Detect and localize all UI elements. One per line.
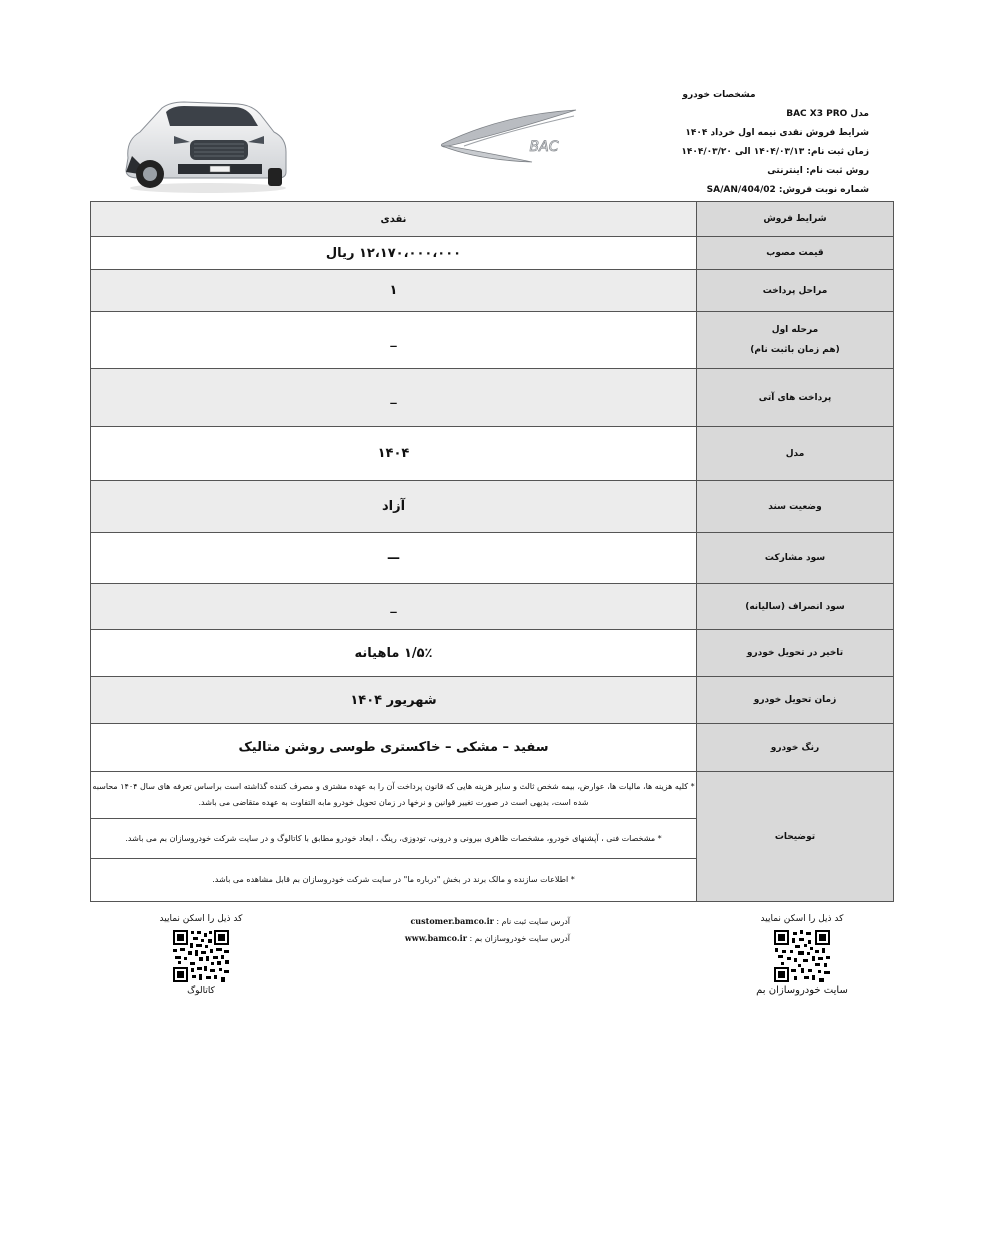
- sale-condition-label: شرایط فروش: [697, 202, 894, 237]
- cancellation-profit-label: سود انصراف (سالیانه): [697, 584, 894, 630]
- qr-code-icon[interactable]: [774, 930, 830, 982]
- registration-site-line: [380, 913, 570, 930]
- table-row: [91, 312, 894, 369]
- qr-site-caption-bottom: سایت خودروسازان بم: [756, 985, 848, 996]
- car-color-label: رنگ خودرو: [697, 724, 894, 772]
- note-1: * کلیه هزینه ها، مالیات ها، عوارض، بیمه شخص ثالث و سایر هزینه هایی که قانون پرداخت آن را به عهده مشتری و مصرف کننده گذاشته است براساس تعرفه های سال ۱۴۰۴ محاسبه شده است، بدیهی است در صورت تغییر قوانین و نرخها در زمان تحویل خودرو مابه التفاوت به عهده متقاضی می باشد.: [91, 772, 697, 819]
- table-row: [91, 369, 894, 427]
- cancellation-profit-value: _: [91, 584, 697, 630]
- table-row: [91, 427, 894, 481]
- model-year-value: ۱۴۰۴: [91, 427, 697, 481]
- header-info: [609, 86, 869, 200]
- bac-logo: [434, 106, 578, 170]
- first-stage-label-line2: (هم زمان باثبت نام): [750, 345, 840, 355]
- notes-label: توضیحات: [697, 772, 894, 902]
- sale-condition-value: نقدی: [91, 202, 697, 237]
- registration-site-link[interactable]: customer.bamco.ir: [410, 916, 494, 926]
- qr-code-icon[interactable]: [173, 930, 229, 982]
- footer-addresses: [380, 913, 570, 947]
- qr-catalog-caption-top: کد ذیل را اسکن نمایید: [159, 914, 243, 924]
- first-stage-label: [697, 312, 894, 369]
- table-row: [91, 202, 894, 237]
- document-status-value: آزاد: [91, 481, 697, 533]
- document-title: مشخصات خودرو: [682, 90, 756, 100]
- participation-profit-label: سود مشارکت: [697, 533, 894, 584]
- approved-price-value: ۱۲،۱۷۰،۰۰۰،۰۰۰ ریال: [91, 237, 697, 270]
- table-row: [91, 481, 894, 533]
- qr-site-caption-top: کد ذیل را اسکن نمایید: [760, 914, 844, 924]
- note-3: * اطلاعات سازنده و مالک برند در بخش "درباره ما" در سایت شرکت خودروسازان بم قابل مشاهده می باشد.: [91, 859, 697, 902]
- future-payments-value: _: [91, 369, 697, 427]
- future-payments-label: پرداخت های آتی: [697, 369, 894, 427]
- note-2: * مشخصات فنی ، آپشنهای خودرو، مشخصات ظاهری بیرونی و درونی، تودوزی، رینگ ، ابعاد خودرو مطابق با کاتالوگ و در سایت شرکت خودروسازان بم می باشد.: [91, 819, 697, 859]
- qr-catalog-caption-bottom: کاتالوگ: [187, 986, 215, 996]
- company-site-link[interactable]: www.bamco.ir: [404, 933, 467, 943]
- company-site-label: آدرس سایت خودروسازان بم :: [469, 934, 570, 943]
- delivery-delay-value: ۱/۵٪ ماهیانه: [91, 630, 697, 677]
- registration-site-label: آدرس سایت ثبت نام :: [496, 917, 570, 926]
- table-row: [91, 270, 894, 312]
- qr-site-block: [742, 912, 862, 998]
- table-row: [91, 677, 894, 724]
- payment-stages-value: ۱: [91, 270, 697, 312]
- model-line: مدل BAC X3 PRO: [786, 109, 869, 119]
- conditions-line: شرایط فروش نقدی نیمه اول خرداد ۱۴۰۴: [685, 128, 869, 138]
- document-status-label: وضعیت سند: [697, 481, 894, 533]
- registration-method-line: روش ثبت نام: اینترنتی: [767, 166, 869, 176]
- bac-logo-text: BAC: [529, 139, 559, 155]
- table-row: [91, 724, 894, 772]
- car-color-value: سفید – مشکی – خاکستری طوسی روشن متالیک: [91, 724, 697, 772]
- table-row: [91, 630, 894, 677]
- delivery-time-value: شهریور ۱۴۰۴: [91, 677, 697, 724]
- car-image: [118, 96, 290, 194]
- registration-time-line: زمان ثبت نام: ۱۴۰۴/۰۳/۱۳ الی ۱۴۰۴/۰۳/۲۰: [681, 147, 869, 157]
- company-site-line: [380, 930, 570, 947]
- spec-table: [90, 201, 894, 902]
- participation-profit-value: —: [91, 533, 697, 584]
- approved-price-label: قیمت مصوب: [697, 237, 894, 270]
- delivery-delay-label: تاخیر در تحویل خودرو: [697, 630, 894, 677]
- table-row: [91, 772, 894, 819]
- table-row: [91, 533, 894, 584]
- qr-catalog-block: [141, 912, 261, 998]
- sale-number-line: شماره نوبت فروش: SA/AN/404/02: [706, 185, 869, 195]
- table-row: [91, 237, 894, 270]
- delivery-time-label: زمان تحویل خودرو: [697, 677, 894, 724]
- table-row: [91, 584, 894, 630]
- first-stage-value: _: [91, 312, 697, 369]
- payment-stages-label: مراحل پرداخت: [697, 270, 894, 312]
- first-stage-label-line1: مرحله اول: [771, 325, 819, 335]
- model-year-label: مدل: [697, 427, 894, 481]
